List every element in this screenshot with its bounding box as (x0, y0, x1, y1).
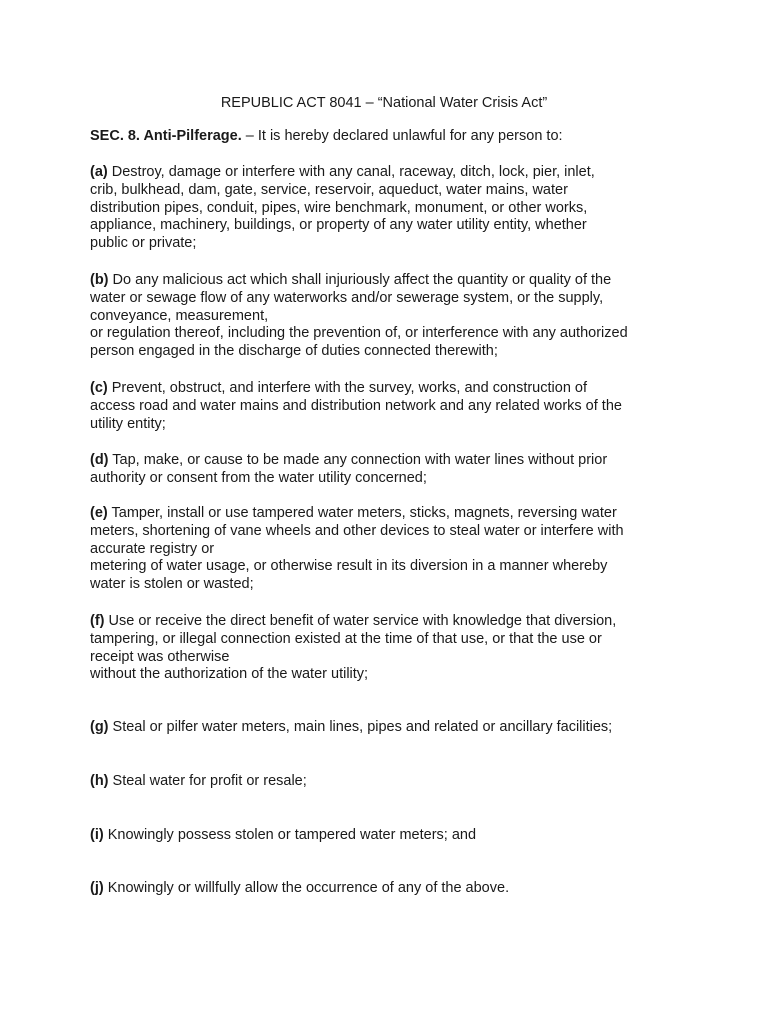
clause-e (90, 505, 690, 594)
clause-label: (h) (90, 773, 109, 789)
clause-h (90, 773, 690, 791)
clause-label: (g) (90, 719, 109, 735)
clause-line: person engaged in the discharge of duties connected therewith; (90, 343, 498, 360)
clause-line: Prevent, obstruct, and interfere with the survey, works, and construction of (107, 380, 587, 396)
clause-line: water or sewage flow of any waterworks and/or sewerage system, or the supply, (90, 289, 604, 306)
clause-g (90, 719, 690, 737)
clause-b (90, 272, 690, 361)
clause-label: (e) (90, 505, 108, 521)
clause-line: water is stolen or wasted; (90, 576, 254, 593)
document-title: REPUBLIC ACT 8041 – “National Water Crisis Act” (220, 95, 548, 111)
clause-line: distribution pipes, conduit, pipes, wire benchmark, monument, or other works, (90, 199, 588, 216)
clause-line: Destroy, damage or interfere with any canal, raceway, ditch, lock, pier, inlet, (107, 164, 595, 180)
clause-label: (i) (90, 827, 104, 843)
clause-line: Use or receive the direct benefit of water service with knowledge that diversion, (104, 613, 617, 629)
clause-line: metering of water usage, or otherwise result in its diversion in a manner whereby (90, 558, 608, 575)
clause-line: authority or consent from the water utility concerned; (90, 469, 427, 486)
clause-label: (d) (90, 452, 109, 468)
clause-line: crib, bulkhead, dam, gate, service, reservoir, aqueduct, water mains, water (90, 181, 568, 198)
clause-line: Steal water for profit or resale; (108, 773, 307, 789)
clause-line: Steal or pilfer water meters, main lines, pipes and related or ancillary facilities; (108, 719, 613, 735)
clause-line: Tamper, install or use tampered water meters, sticks, magnets, reversing water (107, 505, 617, 521)
clause-line: Do any malicious act which shall injuriously affect the quantity or quality of the (108, 272, 612, 288)
clause-d (90, 452, 690, 488)
clause-c (90, 380, 690, 433)
section-heading (90, 128, 690, 146)
clause-label: (b) (90, 272, 109, 288)
section-label: SEC. 8. Anti-Pilferage. (90, 128, 242, 144)
clause-label: (a) (90, 164, 108, 180)
clause-line: utility entity; (90, 415, 166, 432)
clause-line: access road and water mains and distribution network and any related works of the (90, 397, 622, 414)
clause-line: public or private; (90, 235, 197, 252)
clause-line: Knowingly possess stolen or tampered water meters; and (103, 827, 477, 843)
clause-a (90, 164, 690, 253)
clause-line: meters, shortening of vane wheels and other devices to steal water or interfere with (90, 522, 624, 539)
clause-j (90, 880, 690, 898)
section-text: – It is hereby declared unlawful for any person to: (241, 128, 563, 144)
clause-label: (c) (90, 380, 108, 396)
clause-line: appliance, machinery, buildings, or property of any water utility entity, whether (90, 217, 587, 234)
clause-line: conveyance, measurement, (90, 307, 269, 324)
clause-label: (f) (90, 613, 105, 629)
clause-i (90, 827, 690, 845)
clause-line: Tap, make, or cause to be made any connection with water lines without prior (108, 452, 608, 468)
clause-line: accurate registry or (90, 540, 215, 557)
clause-line: receipt was otherwise (90, 648, 230, 665)
clause-line: or regulation thereof, including the prevention of, or interference with any authorized (90, 325, 628, 342)
clause-f (90, 613, 690, 684)
clause-line: tampering, or illegal connection existed at the time of that use, or that the use or (90, 630, 602, 647)
clause-line: without the authorization of the water utility; (90, 666, 369, 683)
clause-label: (j) (90, 880, 104, 896)
clause-line: Knowingly or willfully allow the occurrence of any of the above. (103, 880, 510, 896)
